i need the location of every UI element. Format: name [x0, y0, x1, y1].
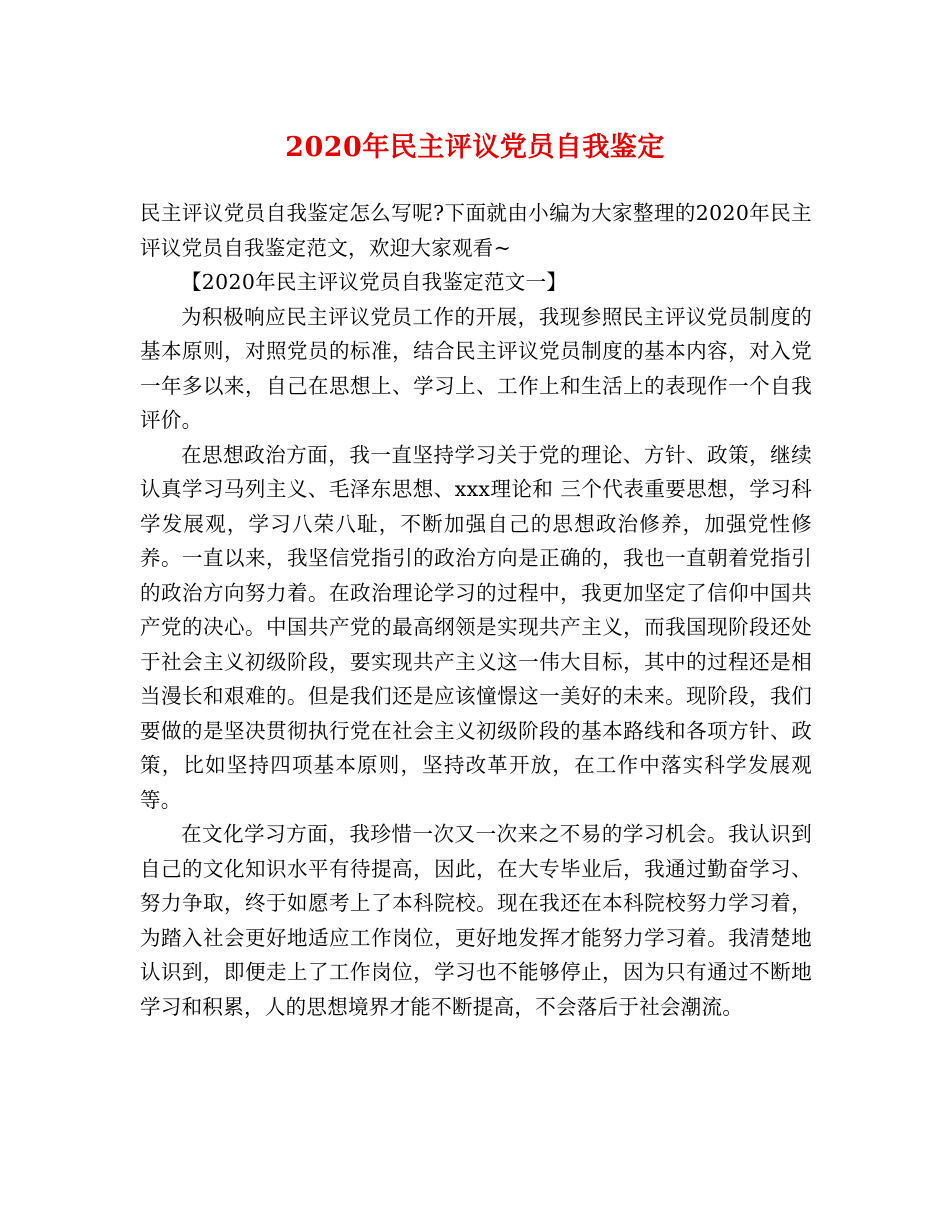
- body-paragraph: 在思想政治方面，我一直坚持学习关于党的理论、方针、政策，继续认真学习马列主义、毛泽东思想、xxx理论和 三个代表重要思想，学习科学发展观，学习八荣八耻，不断加强自己的思想政治修养，加强党性修养。一直以来，我坚信党指引的政治方向是正确的，我也一直朝着党指引的政治方向努力着。在政治理论学习的过程中，我更加坚定了信仰中国共产党的决心。中国共产党的最高纲领是实现共产主义，而我国现阶段还处于社会主义初级阶段，要实现共产主义这一伟大目标，其中的过程还是相当漫长和艰难的。但是我们还是应该憧憬这一美好的未来。现阶段，我们要做的是坚决贯彻执行党在社会主义初级阶段的基本路线和各项方针、政策，比如坚持四项基本原则，坚持改革开放，在工作中落实科学发展观等。: [140, 442, 812, 812]
- section-heading: 【2020年民主评议党员自我鉴定范文一】: [181, 270, 568, 294]
- body-paragraph: 为积极响应民主评议党员工作的开展，我现参照民主评议党员制度的基本原则，对照党员的标准，结合民主评议党员制度的基本内容，对入党一年多以来，自己在思想上、学习上、工作上和生活上的表现作一个自我评价。: [140, 304, 812, 432]
- body-paragraph: 在文化学习方面，我珍惜一次又一次来之不易的学习机会。我认识到自己的文化知识水平有待提高，因此，在大专毕业后，我通过勤奋学习、努力争取，终于如愿考上了本科院校。现在我还在本科院校努力学习着，为踏入社会更好地适应工作岗位，更好地发挥才能努力学习着。我清楚地认识到，即便走上了工作岗位，学习也不能够停止，因为只有通过不断地学习和积累，人的思想境界才能不断提高，不会落后于社会潮流。: [140, 822, 812, 1019]
- document-body: [140, 196, 812, 1024]
- document-title: 2020年民主评议党员自我鉴定: [285, 132, 665, 163]
- intro-paragraph: 民主评议党员自我鉴定怎么写呢?下面就由小编为大家整理的2020年民主评议党员自我鉴定范文，欢迎大家观看~: [140, 201, 812, 260]
